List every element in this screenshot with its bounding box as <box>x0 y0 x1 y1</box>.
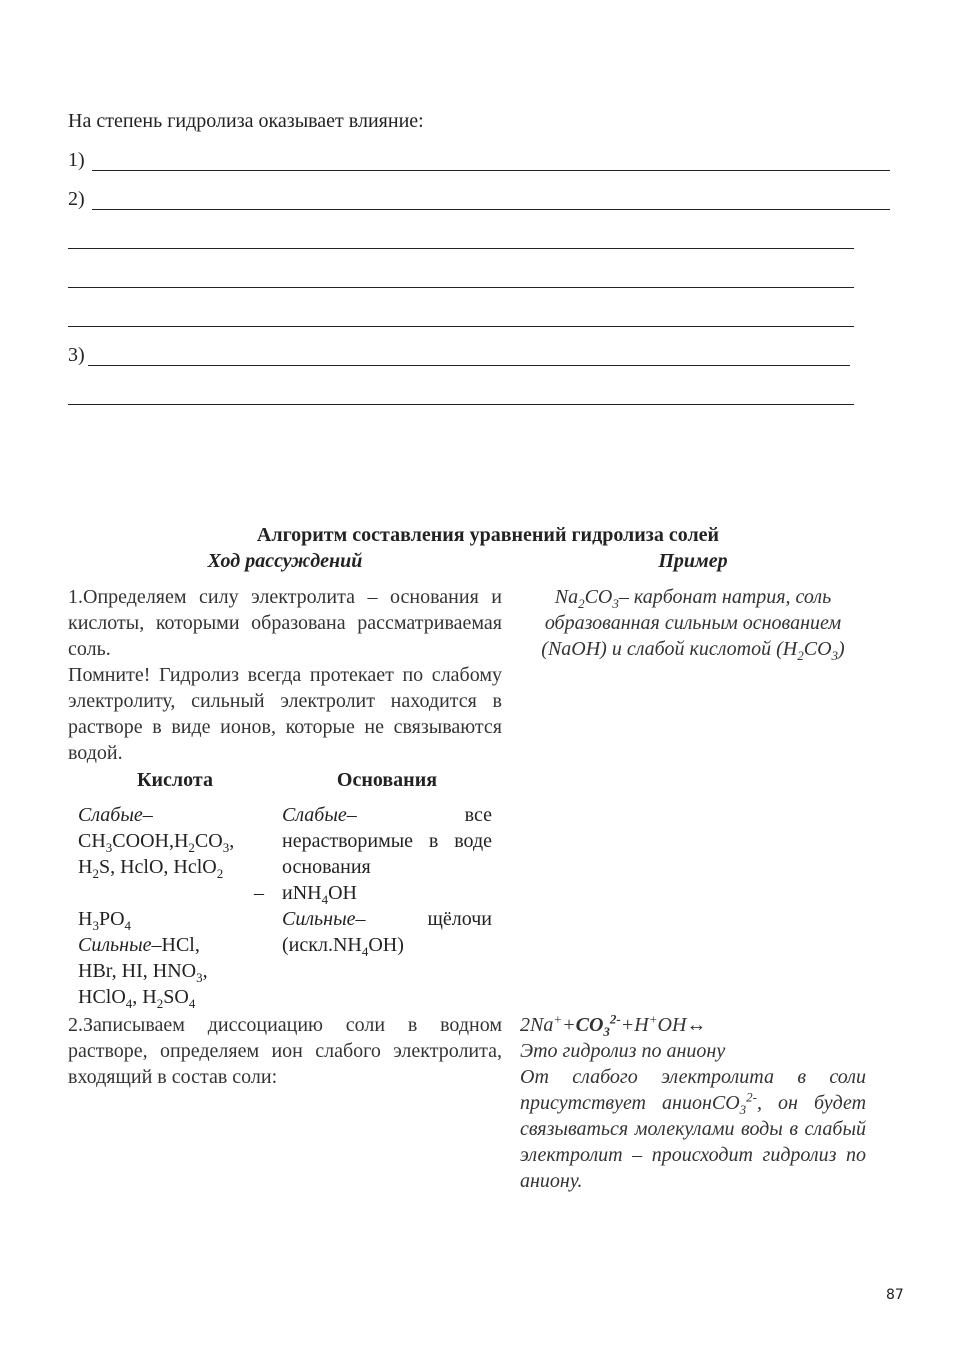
base-strong-row <box>282 906 492 932</box>
acid-weak-line3: $H_3PO_4$ <box>78 908 132 933</box>
answer-line-5[interactable] <box>68 326 854 327</box>
acid-weak-line1: $CH_3COOH,H_2CO_3$, <box>78 830 235 855</box>
acid-dash: – <box>254 882 264 904</box>
step1-text <box>68 584 502 766</box>
step1-part2: Помните! Гидролиз всегда протекает по слабому электролиту, сильный электролит находится в растворе в виде ионов, которые не связываются водой. <box>68 664 502 764</box>
base-weak-row <box>282 802 492 828</box>
close-paren: ) <box>838 638 845 660</box>
eq-h: +H <box>620 1014 649 1036</box>
sub-3: 3 <box>612 596 619 611</box>
acid-strong-line1 <box>78 932 264 958</box>
formula-co: CO <box>584 586 613 608</box>
base-weak-text: нерастворимые в воде основания <box>282 830 492 878</box>
item-3-label: 3) <box>68 344 85 366</box>
eq-2na: 2Na <box>520 1014 554 1036</box>
base-strong-text: щёлочи <box>427 908 492 930</box>
eq-oh: OH <box>657 1014 687 1036</box>
acid-weak-label: Слабые– <box>78 804 153 826</box>
algorithm-title: Алгоритм составления уравнений гидролиза солей <box>256 524 720 546</box>
expl-part1: От слабого электролита в соли присутствует анион <box>520 1066 866 1114</box>
example-column-header: Пример <box>658 550 728 572</box>
acid-header: Кислота <box>137 769 213 791</box>
dissociation-equation: $2Na^++CO_3^{2-}+H^+OH\leftrightarrow$ <box>520 1011 707 1039</box>
step2-example <box>520 1012 866 1194</box>
eq-sup2: 2- <box>609 1011 621 1027</box>
base-and: и <box>282 882 293 904</box>
acid-weak-line2: $H_2S$, HclO, HclO$_2$ <box>78 856 224 881</box>
eq-arrow: ↔ <box>686 1014 707 1036</box>
base-strong-label: Сильные– <box>282 908 366 930</box>
acid-strong-label: Сильные <box>78 934 152 956</box>
answer-line-1[interactable] <box>92 170 890 171</box>
example-description: – карбонат натрия, соль образованная сильным основанием (NaOH) и слабой кислотой (H <box>541 586 842 660</box>
hydrolysis-type: Это гидролиз по аниону <box>520 1040 726 1062</box>
page-number: 87 <box>886 1287 904 1303</box>
sub-2: 2 <box>578 596 585 611</box>
acid-strong-h2so4: H <box>142 986 157 1008</box>
base-column <box>282 802 492 958</box>
base-strong-exclusion: $(искл.NH_4OH)$ <box>282 934 404 959</box>
acid-strong-line3: HClO$_4$, $H_2SO_4$ <box>78 986 196 1011</box>
step1-example <box>520 584 866 662</box>
answer-line-3[interactable] <box>68 248 854 249</box>
expl-part2: , он будет связываться молекулами воды в слабый электролит – происходит гидролиз по аниону. <box>520 1092 867 1192</box>
answer-line-4[interactable] <box>68 287 854 288</box>
reasoning-column-header: Ход рассуждений <box>207 550 363 572</box>
base-weak-all: все <box>464 804 492 826</box>
step2-explanation: От слабого электролита в соли присутствует анионCO$_3^{2-}$, он будет связываться молекулами воды в слабый электролит – происходит гидролиз по аниону. <box>520 1066 867 1192</box>
item-2-label: 2) <box>68 188 85 210</box>
answer-line-7[interactable] <box>68 404 854 405</box>
base-weak-nh4oh: иNH$_4$OH <box>282 882 357 907</box>
step1-part1: 1.Определяем силу электролита – основания и кислоты, которыми образована рассматриваемая соль. <box>68 586 502 660</box>
acid-strong-line3-text: HClO <box>78 986 126 1008</box>
intro-heading: На степень гидролиза оказывает влияние: <box>68 110 424 132</box>
acid-strong-line2: HBr, HI, $HNO_3$, <box>78 960 208 985</box>
step2-text: 2.Записываем диссоциацию соли в водном растворе, определяем ион слабого электролита, входящий в состав соли: <box>68 1014 502 1088</box>
acid-strong-line2-text: HBr, HI, HNO <box>78 960 197 982</box>
expl-co: CO <box>711 1092 740 1114</box>
base-weak-label: Слабые– <box>282 804 357 826</box>
answer-line-2[interactable] <box>92 209 890 210</box>
acid-column <box>78 802 264 1010</box>
base-strong-excl: (искл.NH <box>282 934 362 956</box>
formula-na: Na <box>554 586 579 608</box>
sub-3b: 3 <box>831 648 839 663</box>
eq-co3: CO <box>575 1014 604 1036</box>
formula-co-b: CO <box>803 638 832 660</box>
acid-strong-first: –HCl, <box>151 934 200 956</box>
eq-sub3: 3 <box>603 1024 610 1039</box>
base-header: Основания <box>336 769 438 791</box>
sub-2b: 2 <box>797 648 804 663</box>
answer-line-6[interactable] <box>88 365 850 366</box>
eq-plus: + <box>553 1011 563 1027</box>
item-1-label: 1) <box>68 149 85 171</box>
